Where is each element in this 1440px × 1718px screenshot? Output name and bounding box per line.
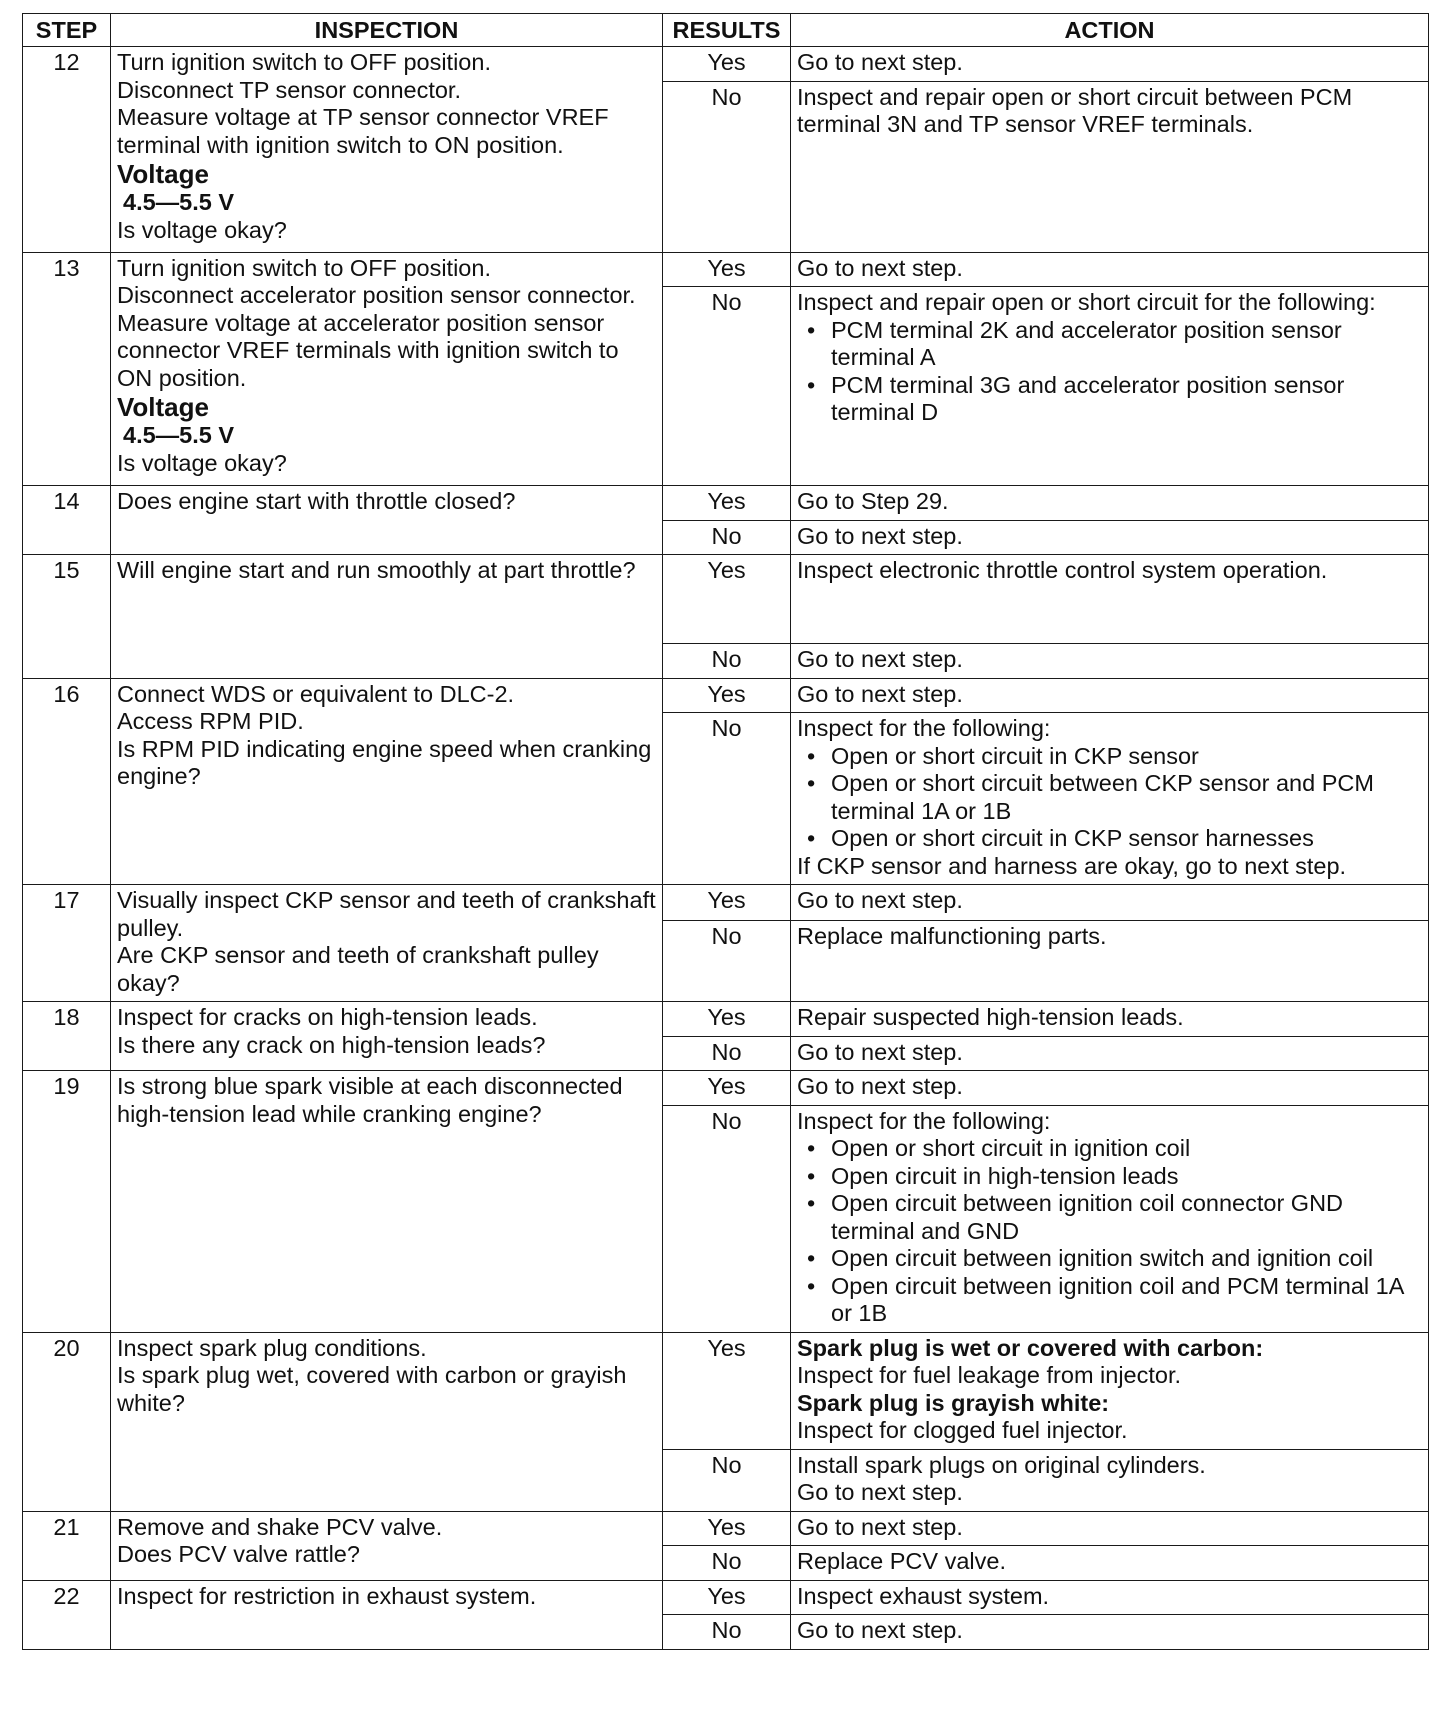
inspection-line: Remove and shake PCV valve. bbox=[117, 1513, 443, 1540]
step-number: 16 bbox=[23, 678, 111, 885]
action-intro: Inspect and repair open or short circuit for the following: bbox=[797, 289, 1376, 315]
step-number: 15 bbox=[23, 555, 111, 679]
action-intro: Inspect for the following: bbox=[797, 715, 1051, 741]
step-19-yes-row bbox=[23, 1071, 1429, 1106]
result-yes: Yes bbox=[663, 1332, 791, 1449]
step-number: 17 bbox=[23, 885, 111, 1002]
action-intro: Inspect for the following: bbox=[797, 1107, 1051, 1134]
voltage-value: 4.5—5.5 V bbox=[123, 189, 235, 215]
inspection-cell bbox=[111, 1071, 663, 1333]
action-no: Go to next step. bbox=[791, 1615, 1429, 1650]
result-no: No bbox=[663, 713, 791, 885]
result-yes: Yes bbox=[663, 1002, 791, 1037]
inspection-line: Turn ignition switch to OFF position. bbox=[117, 254, 491, 281]
result-yes: Yes bbox=[663, 1511, 791, 1546]
inspection-line: Visually inspect CKP sensor and teeth of crankshaft pulley. bbox=[117, 887, 656, 941]
action-yes bbox=[791, 1332, 1429, 1449]
inspection-line: Is strong blue spark visible at each disconnected high-tension lead while cranking engine? bbox=[117, 1073, 623, 1127]
inspection-line: Will engine start and run smoothly at part throttle? bbox=[117, 557, 636, 583]
step-number: 18 bbox=[23, 1002, 111, 1071]
result-yes: Yes bbox=[663, 486, 791, 521]
inspection-line: Access RPM PID. bbox=[117, 708, 304, 734]
action-no bbox=[791, 1105, 1429, 1332]
result-no: No bbox=[663, 287, 791, 486]
result-yes: Yes bbox=[663, 1071, 791, 1106]
step-16-yes-row bbox=[23, 678, 1429, 713]
action-yes: Repair suspected high-tension leads. bbox=[791, 1002, 1429, 1037]
step-13-yes-row bbox=[23, 252, 1429, 287]
action-yes: Go to next step. bbox=[791, 252, 1429, 287]
step-21-yes-row bbox=[23, 1511, 1429, 1546]
step-20-yes-row bbox=[23, 1332, 1429, 1449]
inspection-line: Inspect spark plug conditions. bbox=[117, 1334, 427, 1361]
inspection-cell bbox=[111, 47, 663, 253]
step-number: 21 bbox=[23, 1511, 111, 1580]
step-18-yes-row bbox=[23, 1002, 1429, 1037]
step-number: 13 bbox=[23, 252, 111, 486]
inspection-line: Inspect for cracks on high-tension leads. bbox=[117, 1004, 538, 1030]
action-line: Install spark plugs on original cylinders. bbox=[797, 1451, 1206, 1478]
inspection-line: Connect WDS or equivalent to DLC-2. bbox=[117, 680, 515, 707]
result-no: No bbox=[663, 1036, 791, 1071]
action-yes: Go to next step. bbox=[791, 47, 1429, 82]
action-bullet-list bbox=[797, 743, 1422, 853]
condition-heading: Spark plug is grayish white: bbox=[797, 1389, 1110, 1416]
inspection-line: Inspect for restriction in exhaust system. bbox=[117, 1582, 537, 1609]
inspection-line: Are CKP sensor and teeth of crankshaft pulley okay? bbox=[117, 942, 599, 996]
inspection-cell bbox=[111, 678, 663, 885]
inspection-line: Disconnect TP sensor connector. bbox=[117, 76, 461, 103]
action-no: Inspect and repair open or short circuit between PCM terminal 3N and TP sensor VREF terminals. bbox=[791, 81, 1429, 252]
inspection-cell bbox=[111, 885, 663, 1002]
result-yes: Yes bbox=[663, 1580, 791, 1615]
action-bullet-list bbox=[797, 1135, 1422, 1328]
action-outro: If CKP sensor and harness are okay, go to next step. bbox=[797, 852, 1347, 879]
inspection-question: Is voltage okay? bbox=[117, 216, 287, 243]
action-bullet: • Open circuit in high-tension leads bbox=[831, 1163, 1422, 1191]
action-yes: Go to next step. bbox=[791, 1511, 1429, 1546]
action-yes: Go to next step. bbox=[791, 885, 1429, 921]
voltage-heading: Voltage bbox=[117, 159, 209, 189]
result-no: No bbox=[663, 920, 791, 1001]
header-action: ACTION bbox=[791, 14, 1429, 47]
step-number: 19 bbox=[23, 1071, 111, 1333]
action-line: Go to next step. bbox=[797, 1479, 963, 1505]
result-no: No bbox=[663, 1546, 791, 1581]
result-yes: Yes bbox=[663, 555, 791, 644]
action-yes: Go to next step. bbox=[791, 1071, 1429, 1106]
result-yes: Yes bbox=[663, 678, 791, 713]
header-inspection: INSPECTION bbox=[111, 14, 663, 47]
inspection-line: Measure voltage at accelerator position sensor connector VREF terminals with ignition switch to ON position. bbox=[117, 309, 619, 391]
header-results: RESULTS bbox=[663, 14, 791, 47]
inspection-line: Is there any crack on high-tension leads? bbox=[117, 1031, 546, 1058]
inspection-line: Measure voltage at TP sensor connector VREF terminal with ignition switch to ON position. bbox=[117, 104, 609, 158]
voltage-heading: Voltage bbox=[117, 392, 209, 422]
result-no: No bbox=[663, 1449, 791, 1511]
action-no: Go to next step. bbox=[791, 644, 1429, 679]
action-yes: Go to Step 29. bbox=[791, 486, 1429, 521]
action-bullet: • Open circuit between ignition coil connector GND terminal and GND bbox=[831, 1190, 1422, 1245]
step-number: 20 bbox=[23, 1332, 111, 1511]
step-number: 12 bbox=[23, 47, 111, 253]
action-bullet: • Open or short circuit between CKP sensor and PCM terminal 1A or 1B bbox=[831, 770, 1422, 825]
action-yes: Inspect electronic throttle control system operation. bbox=[791, 555, 1429, 644]
step-17-yes-row bbox=[23, 885, 1429, 921]
step-14-yes-row bbox=[23, 486, 1429, 521]
result-no: No bbox=[663, 1615, 791, 1650]
result-no: No bbox=[663, 644, 791, 679]
action-bullet: • PCM terminal 2K and accelerator position sensor terminal A bbox=[831, 317, 1422, 372]
action-yes: Inspect exhaust system. bbox=[791, 1580, 1429, 1615]
inspection-line: Does engine start with throttle closed? bbox=[117, 488, 516, 514]
result-no: No bbox=[663, 520, 791, 555]
action-bullet: • Open or short circuit in CKP sensor harnesses bbox=[831, 825, 1422, 853]
action-no bbox=[791, 287, 1429, 486]
inspection-question: Is voltage okay? bbox=[117, 449, 287, 476]
inspection-line: Does PCV valve rattle? bbox=[117, 1541, 360, 1567]
inspection-cell bbox=[111, 1580, 663, 1649]
inspection-cell bbox=[111, 1511, 663, 1580]
action-bullet-list bbox=[797, 317, 1422, 427]
troubleshooting-table bbox=[22, 13, 1429, 1650]
condition-action: Inspect for clogged fuel injector. bbox=[797, 1417, 1128, 1443]
action-bullet: • Open circuit between ignition switch and ignition coil bbox=[831, 1245, 1422, 1273]
action-bullet: • Open circuit between ignition coil and PCM terminal 1A or 1B bbox=[831, 1273, 1422, 1328]
action-no bbox=[791, 713, 1429, 885]
result-no: No bbox=[663, 1105, 791, 1332]
action-no: Go to next step. bbox=[791, 520, 1429, 555]
inspection-line: Turn ignition switch to OFF position. bbox=[117, 49, 491, 75]
action-bullet: • Open or short circuit in ignition coil bbox=[831, 1135, 1422, 1163]
inspection-cell bbox=[111, 486, 663, 555]
result-yes: Yes bbox=[663, 47, 791, 82]
step-12-yes-row bbox=[23, 47, 1429, 82]
result-no: No bbox=[663, 81, 791, 252]
inspection-cell bbox=[111, 1002, 663, 1071]
condition-action: Inspect for fuel leakage from injector. bbox=[797, 1362, 1182, 1388]
header-step: STEP bbox=[23, 14, 111, 47]
step-15-yes-row bbox=[23, 555, 1429, 644]
inspection-cell bbox=[111, 1332, 663, 1511]
action-no: Replace malfunctioning parts. bbox=[791, 920, 1429, 1001]
action-bullet: • PCM terminal 3G and accelerator position sensor terminal D bbox=[831, 372, 1422, 427]
condition-heading: Spark plug is wet or covered with carbon: bbox=[797, 1334, 1264, 1361]
action-yes: Go to next step. bbox=[791, 678, 1429, 713]
result-yes: Yes bbox=[663, 885, 791, 921]
action-no bbox=[791, 1449, 1429, 1511]
action-bullet: • Open or short circuit in CKP sensor bbox=[831, 743, 1422, 771]
inspection-line: Disconnect accelerator position sensor connector. bbox=[117, 282, 636, 308]
header-row bbox=[23, 14, 1429, 47]
inspection-cell bbox=[111, 252, 663, 486]
action-no: Go to next step. bbox=[791, 1036, 1429, 1071]
step-number: 22 bbox=[23, 1580, 111, 1649]
voltage-value: 4.5—5.5 V bbox=[123, 422, 235, 448]
step-number: 14 bbox=[23, 486, 111, 555]
inspection-line: Is RPM PID indicating engine speed when cranking engine? bbox=[117, 735, 652, 789]
inspection-line: Is spark plug wet, covered with carbon or grayish white? bbox=[117, 1362, 627, 1416]
step-22-yes-row bbox=[23, 1580, 1429, 1615]
action-no: Replace PCV valve. bbox=[791, 1546, 1429, 1581]
result-yes: Yes bbox=[663, 252, 791, 287]
inspection-cell bbox=[111, 555, 663, 679]
